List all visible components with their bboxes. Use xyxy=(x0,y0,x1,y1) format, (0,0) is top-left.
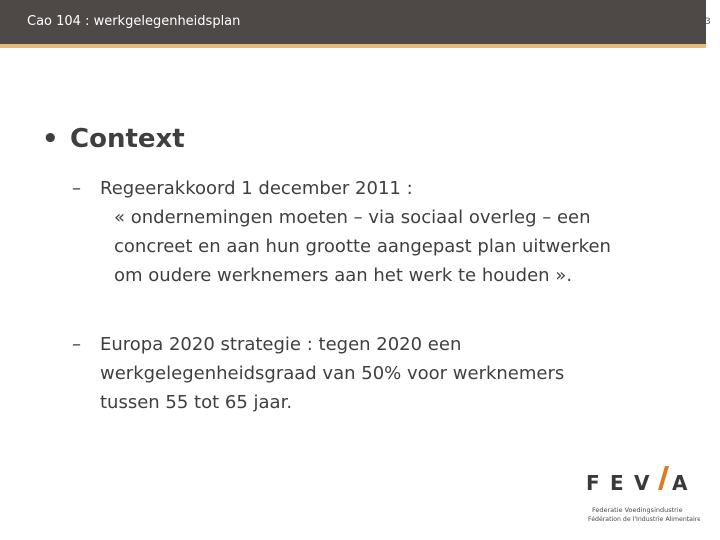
dash-marker: – xyxy=(72,334,81,355)
sub-bullet-line: Europa 2020 strategie : tegen 2020 een xyxy=(100,334,462,355)
main-bullet xyxy=(42,124,185,154)
sub-bullet-line: werkgelegenheidsgraad van 50% voor werknemers xyxy=(100,363,565,384)
sub-bullet-line: « ondernemingen moeten – via sociaal overleg – een xyxy=(114,207,591,228)
sub-bullet-line: om oudere werknemers aan het werk te houden ». xyxy=(114,265,573,286)
logo-letter: V xyxy=(634,471,650,495)
header-accent-line xyxy=(0,44,706,48)
header-bar xyxy=(0,0,706,44)
slide-title: Cao 104 : werkgelegenheidsplan xyxy=(27,14,241,29)
page-number: 3 xyxy=(705,17,711,27)
logo-subtitle-fr: Fédération de l'Industrie Alimentaire xyxy=(588,516,700,523)
sub-bullet-line: Regeerakkoord 1 december 2011 : xyxy=(100,178,413,199)
bullet-heading: Context xyxy=(70,124,185,154)
logo-letter: A xyxy=(672,471,688,495)
bullet-marker: • xyxy=(42,124,59,154)
logo-subtitle-nl: Federatie Voedingsindustrie xyxy=(592,506,683,514)
logo-letter: F xyxy=(586,471,600,495)
fevia-logo xyxy=(582,458,700,528)
sub-bullet-line: tussen 55 tot 65 jaar. xyxy=(100,392,293,413)
fevia-logo-graphic xyxy=(582,458,700,528)
dash-marker: – xyxy=(72,178,81,199)
sub-bullet-line: concreet en aan hun grootte aangepast plan uitwerken xyxy=(114,236,611,257)
logo-slash-mark xyxy=(658,466,669,490)
logo-letter: E xyxy=(610,471,624,495)
